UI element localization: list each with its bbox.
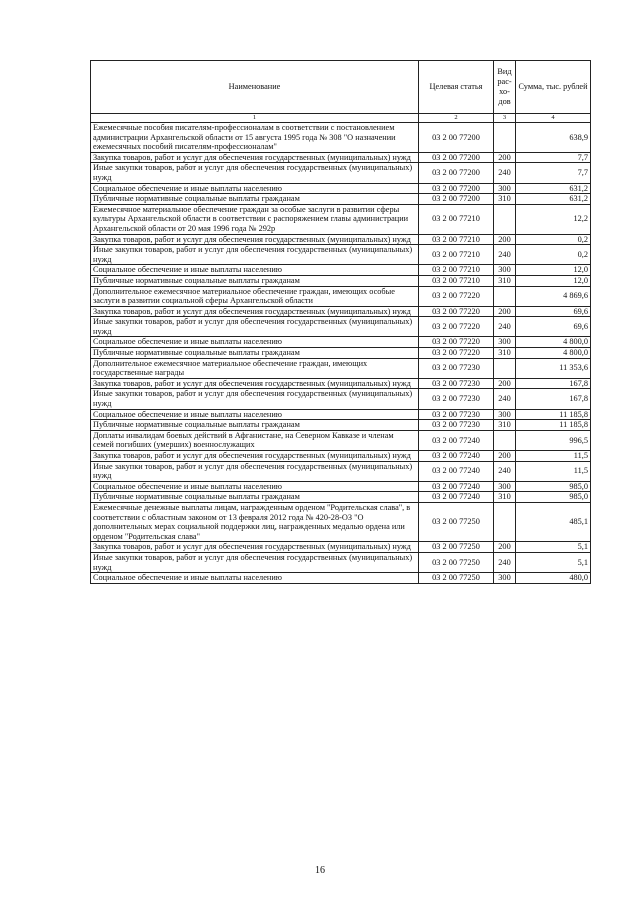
row-name-cell: Закупка товаров, работ и услуг для обеспечения государственных (муниципальных) нужд	[91, 451, 419, 462]
column-number: 1	[91, 114, 419, 123]
row-name-cell: Доплаты инвалидам боевых действий в Афганистане, на Северном Кавказе и членам семей погибших (умерших) военнослужащих	[91, 430, 419, 450]
table-row	[91, 451, 591, 462]
row-expense-type-cell: 200	[494, 451, 516, 462]
table-header-row	[91, 61, 591, 114]
row-expense-type-cell: 300	[494, 265, 516, 276]
row-name-cell: Закупка товаров, работ и услуг для обеспечения государственных (муниципальных) нужд	[91, 306, 419, 317]
table-row	[91, 492, 591, 503]
row-name-cell: Социальное обеспечение и иные выплаты населению	[91, 573, 419, 584]
row-target-article-cell: 03 2 00 77200	[419, 163, 494, 183]
row-name-cell: Социальное обеспечение и иные выплаты населению	[91, 265, 419, 276]
row-name-cell: Публичные нормативные социальные выплаты гражданам	[91, 194, 419, 205]
header-expense-type: Вид рас- хо- дов	[494, 61, 516, 114]
row-target-article-cell: 03 2 00 77210	[419, 265, 494, 276]
row-expense-type-cell	[494, 123, 516, 153]
row-expense-type-cell	[494, 286, 516, 306]
row-target-article-cell: 03 2 00 77250	[419, 552, 494, 572]
row-name-cell: Иные закупки товаров, работ и услуг для обеспечения государственных (муниципальных) нужд	[91, 389, 419, 409]
row-sum-cell: 7,7	[516, 163, 591, 183]
row-sum-cell: 631,2	[516, 183, 591, 194]
row-expense-type-cell: 240	[494, 552, 516, 572]
row-name-cell: Публичные нормативные социальные выплаты гражданам	[91, 420, 419, 431]
row-sum-cell: 11 353,6	[516, 358, 591, 378]
row-target-article-cell: 03 2 00 77230	[419, 378, 494, 389]
row-sum-cell: 0,2	[516, 234, 591, 245]
row-sum-cell: 0,2	[516, 245, 591, 265]
table-row	[91, 286, 591, 306]
row-sum-cell: 4 800,0	[516, 337, 591, 348]
row-target-article-cell: 03 2 00 77230	[419, 409, 494, 420]
row-name-cell: Ежемесячное материальное обеспечение граждан за особые заслуги в развитии сферы культуры Архангельской области в соответствии с распоряжением главы администрации Архангельской области от 20 мая 1996 года № 292р	[91, 204, 419, 234]
table-row	[91, 204, 591, 234]
row-name-cell: Закупка товаров, работ и услуг для обеспечения государственных (муниципальных) нужд	[91, 234, 419, 245]
row-expense-type-cell: 300	[494, 337, 516, 348]
table-row	[91, 337, 591, 348]
header-name: Наименование	[91, 61, 419, 114]
row-target-article-cell: 03 2 00 77210	[419, 234, 494, 245]
table-row	[91, 420, 591, 431]
header-target-article: Целевая статья	[419, 61, 494, 114]
column-number: 2	[419, 114, 494, 123]
table-row	[91, 183, 591, 194]
row-target-article-cell: 03 2 00 77220	[419, 337, 494, 348]
table-row	[91, 358, 591, 378]
row-target-article-cell: 03 2 00 77220	[419, 286, 494, 306]
header-sum: Сумма, тыс. рублей	[516, 61, 591, 114]
table-row	[91, 542, 591, 553]
row-target-article-cell: 03 2 00 77250	[419, 542, 494, 553]
row-sum-cell: 985,0	[516, 481, 591, 492]
row-expense-type-cell: 200	[494, 542, 516, 553]
table-row	[91, 275, 591, 286]
row-target-article-cell: 03 2 00 77200	[419, 152, 494, 163]
row-expense-type-cell: 240	[494, 389, 516, 409]
row-name-cell: Ежемесячные пособия писателям-профессионалам в соответствии с постановлением администрации Архангельской области от 15 августа 1995 года № 308 "О назначении ежемесячных пособий писателям-профессионалам"	[91, 123, 419, 153]
table-row	[91, 234, 591, 245]
row-expense-type-cell: 300	[494, 409, 516, 420]
row-sum-cell: 11 185,8	[516, 409, 591, 420]
table-row	[91, 306, 591, 317]
row-sum-cell: 485,1	[516, 502, 591, 541]
row-expense-type-cell: 200	[494, 234, 516, 245]
row-sum-cell: 69,6	[516, 306, 591, 317]
row-target-article-cell: 03 2 00 77240	[419, 461, 494, 481]
row-expense-type-cell: 240	[494, 163, 516, 183]
table-row	[91, 430, 591, 450]
row-target-article-cell: 03 2 00 77210	[419, 245, 494, 265]
row-name-cell: Иные закупки товаров, работ и услуг для обеспечения государственных (муниципальных) нужд	[91, 245, 419, 265]
budget-table	[90, 60, 591, 584]
row-target-article-cell: 03 2 00 77210	[419, 204, 494, 234]
row-target-article-cell: 03 2 00 77220	[419, 317, 494, 337]
row-expense-type-cell	[494, 358, 516, 378]
row-target-article-cell: 03 2 00 77240	[419, 451, 494, 462]
row-target-article-cell: 03 2 00 77200	[419, 183, 494, 194]
page-number: 16	[315, 865, 325, 876]
row-expense-type-cell: 310	[494, 420, 516, 431]
row-sum-cell: 480,0	[516, 573, 591, 584]
row-expense-type-cell: 310	[494, 348, 516, 359]
row-expense-type-cell: 300	[494, 183, 516, 194]
column-number: 3	[494, 114, 516, 123]
row-sum-cell: 12,0	[516, 275, 591, 286]
row-name-cell: Социальное обеспечение и иные выплаты населению	[91, 409, 419, 420]
row-sum-cell: 11 185,8	[516, 420, 591, 431]
row-expense-type-cell: 300	[494, 573, 516, 584]
row-target-article-cell: 03 2 00 77210	[419, 275, 494, 286]
row-sum-cell: 167,8	[516, 378, 591, 389]
row-expense-type-cell: 240	[494, 461, 516, 481]
table-row	[91, 152, 591, 163]
row-name-cell: Ежемесячные денежные выплаты лицам, награжденным орденом "Родительская слава", в соответствии с областным законом от 13 февраля 2012 года № 420-28-ОЗ "О дополнительных мерах социальной поддержки лиц, награжденных медалью ордена или орденом "Родительская слава"	[91, 502, 419, 541]
row-target-article-cell: 03 2 00 77200	[419, 123, 494, 153]
row-expense-type-cell: 200	[494, 152, 516, 163]
row-target-article-cell: 03 2 00 77230	[419, 358, 494, 378]
row-name-cell: Иные закупки товаров, работ и услуг для обеспечения государственных (муниципальных) нужд	[91, 163, 419, 183]
row-expense-type-cell: 310	[494, 194, 516, 205]
row-expense-type-cell: 240	[494, 317, 516, 337]
row-target-article-cell: 03 2 00 77220	[419, 306, 494, 317]
row-target-article-cell: 03 2 00 77230	[419, 389, 494, 409]
table-body	[91, 123, 591, 584]
table-row	[91, 123, 591, 153]
row-name-cell: Публичные нормативные социальные выплаты гражданам	[91, 275, 419, 286]
row-name-cell: Публичные нормативные социальные выплаты гражданам	[91, 348, 419, 359]
row-sum-cell: 12,2	[516, 204, 591, 234]
row-sum-cell: 5,1	[516, 542, 591, 553]
row-sum-cell: 996,5	[516, 430, 591, 450]
row-name-cell: Публичные нормативные социальные выплаты гражданам	[91, 492, 419, 503]
row-name-cell: Закупка товаров, работ и услуг для обеспечения государственных (муниципальных) нужд	[91, 152, 419, 163]
row-expense-type-cell: 300	[494, 481, 516, 492]
row-name-cell: Закупка товаров, работ и услуг для обеспечения государственных (муниципальных) нужд	[91, 542, 419, 553]
table-row	[91, 194, 591, 205]
row-expense-type-cell: 310	[494, 492, 516, 503]
row-sum-cell: 167,8	[516, 389, 591, 409]
row-expense-type-cell: 240	[494, 245, 516, 265]
table-row	[91, 409, 591, 420]
row-sum-cell: 638,9	[516, 123, 591, 153]
table-row	[91, 552, 591, 572]
row-target-article-cell: 03 2 00 77250	[419, 502, 494, 541]
row-target-article-cell: 03 2 00 77240	[419, 492, 494, 503]
row-sum-cell: 4 869,6	[516, 286, 591, 306]
row-target-article-cell: 03 2 00 77240	[419, 430, 494, 450]
table-row	[91, 348, 591, 359]
row-sum-cell: 4 800,0	[516, 348, 591, 359]
table-row	[91, 481, 591, 492]
row-sum-cell: 5,1	[516, 552, 591, 572]
row-target-article-cell: 03 2 00 77220	[419, 348, 494, 359]
row-target-article-cell: 03 2 00 77200	[419, 194, 494, 205]
row-name-cell: Иные закупки товаров, работ и услуг для обеспечения государственных (муниципальных) нужд	[91, 461, 419, 481]
table-row	[91, 245, 591, 265]
row-name-cell: Дополнительное ежемесячное материальное обеспечение граждан, имеющих особые заслуги в развитии социальной сферы Архангельской области	[91, 286, 419, 306]
row-expense-type-cell	[494, 430, 516, 450]
row-name-cell: Социальное обеспечение и иные выплаты населению	[91, 481, 419, 492]
row-expense-type-cell: 310	[494, 275, 516, 286]
row-name-cell: Закупка товаров, работ и услуг для обеспечения государственных (муниципальных) нужд	[91, 378, 419, 389]
table-row	[91, 378, 591, 389]
row-expense-type-cell	[494, 502, 516, 541]
row-sum-cell: 69,6	[516, 317, 591, 337]
table-row	[91, 265, 591, 276]
row-target-article-cell: 03 2 00 77230	[419, 420, 494, 431]
row-expense-type-cell: 200	[494, 306, 516, 317]
table-row	[91, 163, 591, 183]
table-row	[91, 461, 591, 481]
row-name-cell: Иные закупки товаров, работ и услуг для обеспечения государственных (муниципальных) нужд	[91, 317, 419, 337]
row-sum-cell: 12,0	[516, 265, 591, 276]
table-row	[91, 502, 591, 541]
table-row	[91, 317, 591, 337]
row-target-article-cell: 03 2 00 77250	[419, 573, 494, 584]
row-expense-type-cell: 200	[494, 378, 516, 389]
row-target-article-cell: 03 2 00 77240	[419, 481, 494, 492]
row-expense-type-cell	[494, 204, 516, 234]
row-sum-cell: 985,0	[516, 492, 591, 503]
column-number: 4	[516, 114, 591, 123]
table-row	[91, 389, 591, 409]
row-sum-cell: 631,2	[516, 194, 591, 205]
table-row	[91, 573, 591, 584]
row-name-cell: Социальное обеспечение и иные выплаты населению	[91, 337, 419, 348]
row-sum-cell: 11,5	[516, 461, 591, 481]
column-number-row	[91, 114, 591, 123]
row-name-cell: Социальное обеспечение и иные выплаты населению	[91, 183, 419, 194]
row-name-cell: Дополнительное ежемесячное материальное обеспечение граждан, имеющих государственные награды	[91, 358, 419, 378]
row-sum-cell: 7,7	[516, 152, 591, 163]
row-sum-cell: 11,5	[516, 451, 591, 462]
row-name-cell: Иные закупки товаров, работ и услуг для обеспечения государственных (муниципальных) нужд	[91, 552, 419, 572]
